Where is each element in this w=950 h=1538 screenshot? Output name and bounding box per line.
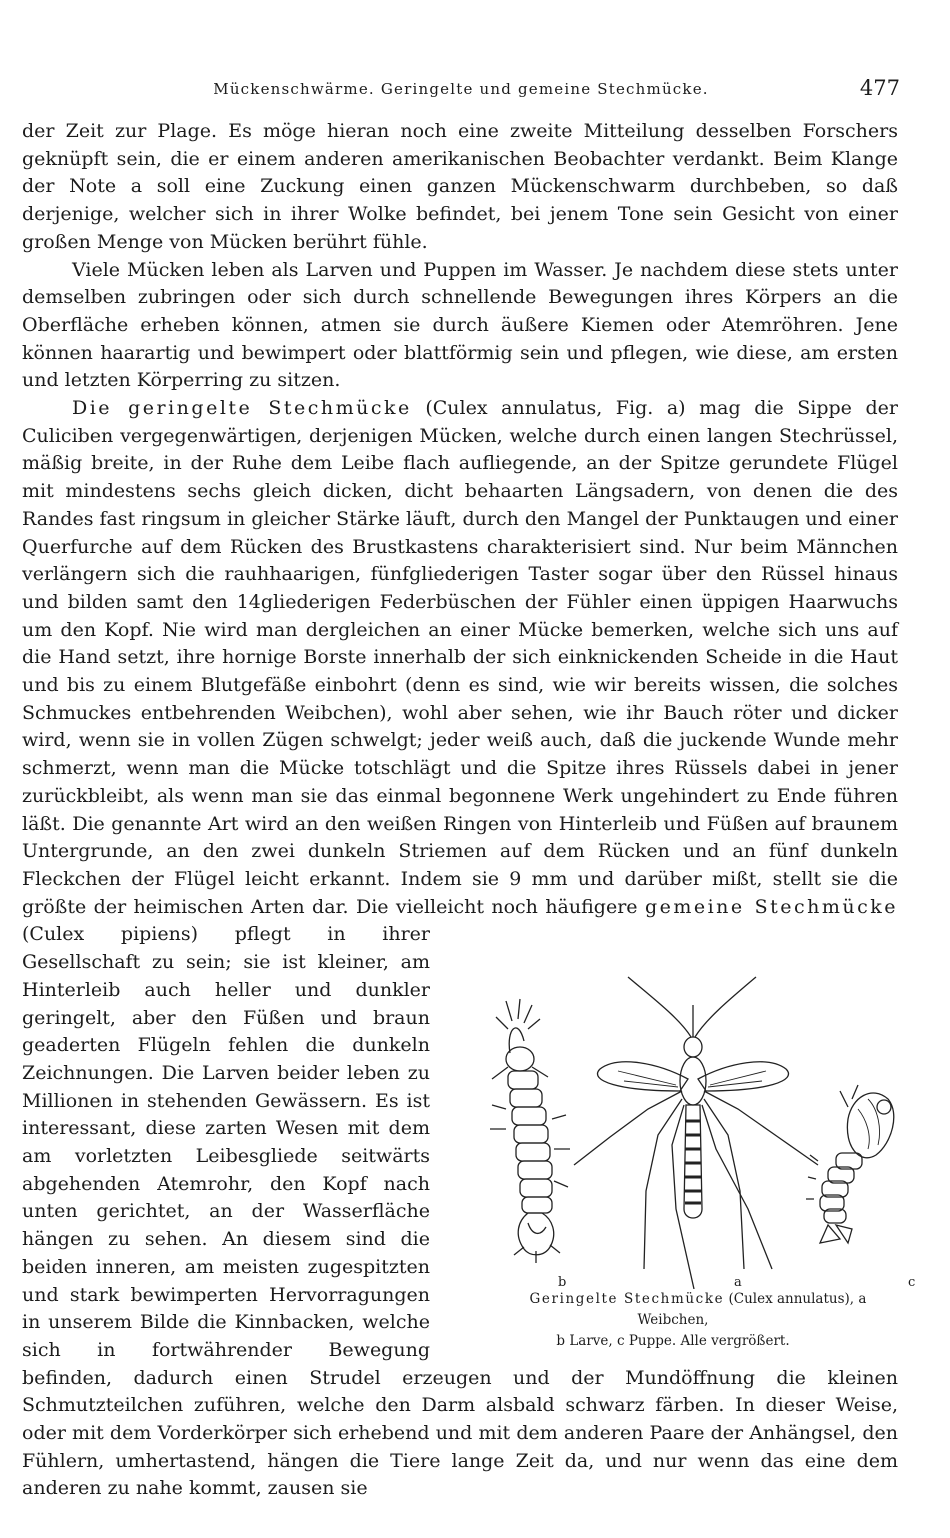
species-name-2: gemeine Stechmücke: [644, 895, 898, 918]
figure-label-a: a: [734, 1275, 742, 1291]
figure-label-c: c: [908, 1275, 916, 1291]
body-text: [22, 118, 916, 1503]
pupa-drawing: [806, 1085, 894, 1243]
mosquito-figure: [448, 923, 916, 1350]
paragraph-1: der Zeit zur Plage. Es möge hieran noch eine zweite Mitteilung desselben Forschers geknüpft sein, die er einem anderen amerikanischen Beobachter verdankt. Beim Klange der Note a soll eine Zuckung einen ganzen Mückenschwarm durchbeben, so daß derjenige, welcher sich in ihrer Wolke befindet, bei jenem Tone sein Gesicht von einer großen Menge von Mücken berührt fühle.: [22, 120, 898, 253]
mosquito-illustration: [448, 959, 898, 1289]
paragraph-3: [22, 395, 916, 1503]
paragraph-3-part-1: (Culex annulatus, Fig. a) mag die Sippe der Culiciben vergegenwärtigen, derjenigen Mücken, welche durch einen langen Stechrüssel, mäßig breite, in der Ruhe dem Leibe flach aufliegende, an der Spitze gerundete Flügel mit mindestens sechs gleich dicken, dicht behaarten Längsadern, von denen die des Randes fast ringsum in gleicher Stärke läuft, durch den Mangel der Punktaugen und einer Querfurche auf dem Rücken des Brustkastens charakterisiert sind. Nur beim Männchen verlängern sich die rauhhaarigen, fünfgliederigen Taster sogar über den Rüssel hinaus und bilden samt den 14gliederigen Federbüschen der Fühler einen üppigen Haarwuchs um den Kopf. Nie wird man dergleichen an einer Mücke bemerken, welche sich uns auf die Hand setzt, ihre hornige Borste innerhalb der sich einknickenden Scheide in die Haut und bis zu einem Blutgefäße einbohrt (denn es sind, wie wir bereits wissen, die solches Schmuckes entbehrenden Weibchen), wohl aber sehen, wie ihr Bauch röter und dicker wird, wenn sie in vollen Zügen schwelgt; jeder weiß auch, daß die juckende Wunde mehr schmerzt, wenn man die Mücke totschlägt und die Spitze ihres Rüssels dabei in jener zurückbleibt, als wenn man sie das einmal begonnene Werk ungehindert zu Ende führen läßt. Die genannte Art wird an den weißen Ringen von Hinterleib und Füßen auf braunem Untergrunde, an den zwei dunkeln Striemen auf dem Rücken und an fünf dunkeln Fleckchen der Flügel leicht erkannt. Indem sie 9 mm und darüber mißt, stellt sie die größte der heimischen Arten dar. Die vielleicht noch häufigere: [22, 397, 898, 918]
figure-label-b: b: [558, 1275, 567, 1291]
larva-drawing: [490, 999, 570, 1263]
figure-caption-line-1: (Culex annulatus), a Weibchen,: [637, 1291, 867, 1329]
paragraph-2: Viele Mücken leben als Larven und Puppen im Wasser. Je nachdem diese stets unter demselben zubringen oder sich durch schnellende Bewegungen ihres Körpers an die Oberfläche erheben können, atmen sie durch äußere Kiemen oder Atemröhren. Jene können haarartig und bewimpert oder blattförmig sein und pflegen, wie diese, am ersten und letzten Körperring zu sitzen.: [22, 258, 898, 392]
figure-caption: [448, 1289, 898, 1352]
adult-mosquito-drawing: [574, 977, 818, 1289]
page-number: 477: [859, 76, 900, 100]
figure-caption-title: Geringelte Stechmücke: [529, 1291, 725, 1308]
species-name: Die geringelte Stechmücke: [72, 397, 412, 420]
paragraph-3-part-2: (Culex pipiens) pflegt in ihrer Gesellschaft zu sein; sie ist kleiner, am Hinterleib auch heller und dunkler geringelt, aber den Füßen und braun geaderten Flügeln fehlen die dunkeln Zeichnungen. Die Larven beider leben zu Millionen in stehenden Gewässern. Es ist interessant, diese zarten Wesen mit dem am vorletzten Leibesgliede seitwärts abgehenden Atemrohr, den Kopf nach unten gerichtet, an der Wasserfläche hängen zu sehen. An diesem sind die beiden inneren, am meisten zugespitzten und stark bewimperten Hervorragungen in unserem Bilde die Kinnbacken, welche sich in fortwährender Bewegung befinden, dadurch einen Strudel erzeugen und der Mundöffnung die kleinen Schmutzteilchen zuführen, welche den Darm alsbald schwarz färben. In dieser Weise, oder mit dem Vorderkörper sich erhebend und mit dem anderen Paare der Anhängsel, den Fühlern, umhertastend, hängen die Tiere lange Zeit da, und nur wenn das eine dem anderen zu nahe kommt, zausen sie: [22, 923, 898, 1500]
figure-caption-line-2: b Larve, c Puppe. Alle vergrößert.: [556, 1333, 790, 1350]
running-head: Mückenschwärme. Geringelte und gemeine Stechmücke.: [213, 80, 709, 98]
page-header: [22, 76, 900, 104]
